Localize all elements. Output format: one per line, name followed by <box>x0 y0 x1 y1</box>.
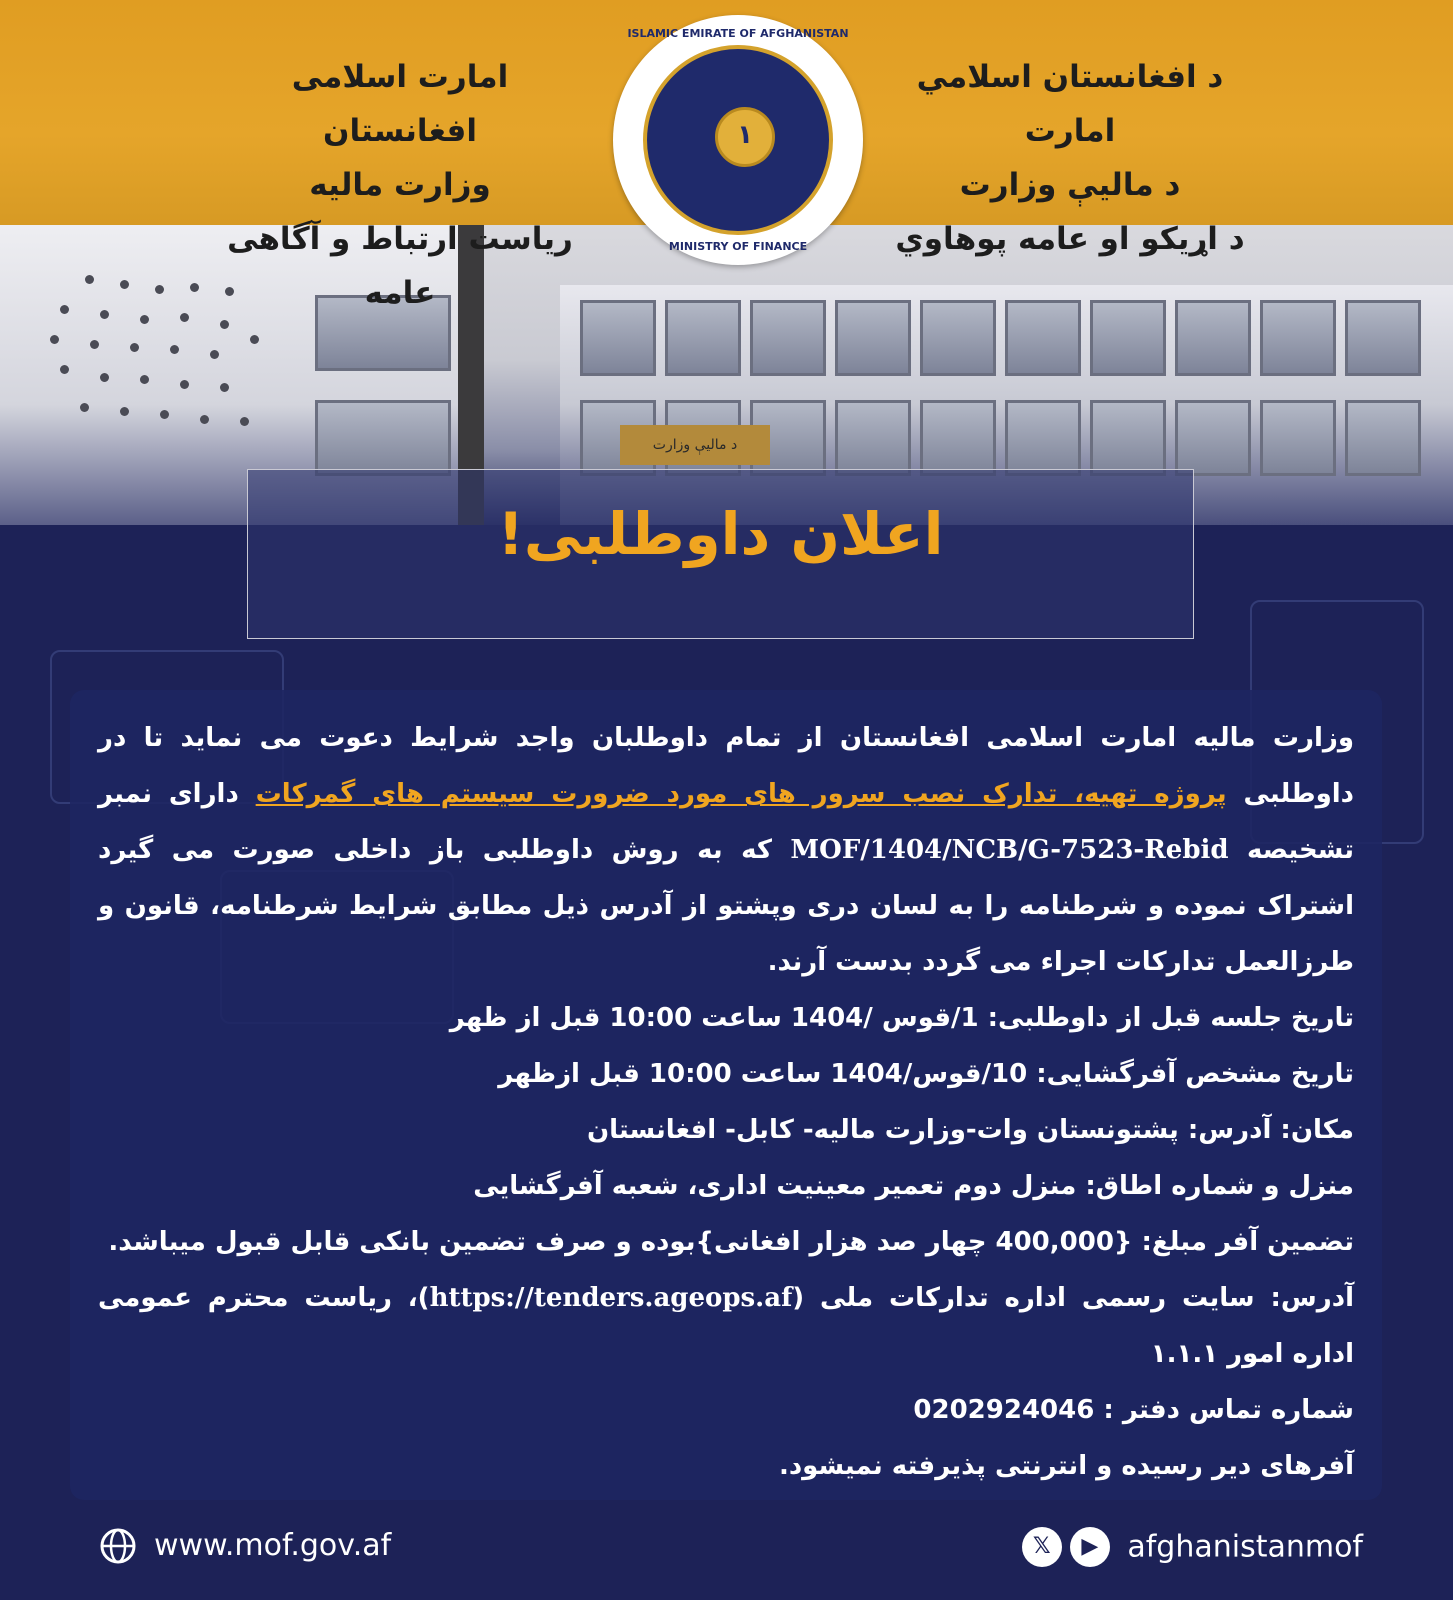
intro-text-c: که به روش داوطلبی باز داخلی صورت می گیرد اشتراک نموده و شرطنامه را به لسان دری وپشتو از آدرس ذیل مطابق شرایط شرطنامه، قانون و طرزالعمل تدارکات اجراء می گردد بدست آرند. <box>98 835 1354 977</box>
coin-stack-logo-icon <box>643 45 833 235</box>
address-line <box>98 1270 1354 1382</box>
header-dari-line-2: وزارت مالیه <box>309 167 491 203</box>
x-icon[interactable]: 𝕏 <box>1022 1527 1062 1567</box>
footer-website[interactable] <box>100 1527 391 1564</box>
intro-text-b: دارای نمبر تشخیصه <box>98 779 1354 865</box>
tender-site-link[interactable]: https://tenders.ageops.af <box>429 1283 793 1313</box>
header-dari-line-3: ریاست ارتباط و آگاهی عامه <box>227 221 573 311</box>
pre-bid-date: تاریخ جلسه قبل از داوطلبی: 1/قوس /1404 ساعت 10:00 قبل از ظهر <box>449 1003 1354 1033</box>
announcement-text <box>98 710 1354 1494</box>
intro-paragraph <box>98 710 1354 990</box>
header-dari-line-1: امارت اسلامی افغانستان <box>291 59 509 149</box>
ministry-logo <box>613 15 863 265</box>
header-pashto-line-2: د ماليې وزارت <box>959 167 1181 203</box>
floor-room: منزل و شماره اطاق: منزل دوم تعمیر معینیت اداری، شعبه آفرگشایی <box>473 1171 1354 1201</box>
website-url[interactable]: www.mof.gov.af <box>154 1528 392 1563</box>
project-name: پروژه تهیه، تدارک نصب سرور های مورد ضرورت سیستم های گمرکات <box>255 779 1227 809</box>
coin-icon: ١ <box>715 107 775 167</box>
header-pashto-line-1: د افغانستان اسلامي امارت <box>916 59 1224 149</box>
building-sign: د ماليې وزارت <box>620 425 770 465</box>
tender-code: MOF/1404/NCB/G-7523-Rebid <box>790 835 1229 865</box>
youtube-icon[interactable]: ▶ <box>1070 1527 1110 1567</box>
title-box <box>247 469 1194 639</box>
page-title: اعلان داوطلبی! <box>497 500 944 568</box>
logo-bottom-text: MINISTRY OF FINANCE <box>668 240 808 253</box>
late-bids-note: آفرهای دیر رسیده و انترنتی پذیرفته نمیشود. <box>778 1451 1354 1481</box>
header-pashto-block <box>880 50 1260 266</box>
header-dari-block <box>210 50 590 320</box>
opening-date: تاریخ مشخص آفرگشایی: 10/قوس/1404 ساعت 10:00 قبل ازظهر <box>498 1059 1354 1089</box>
content-panel <box>70 690 1382 1500</box>
bid-guarantee: تضمین آفر مبلغ: {400,000 چهار صد هزار افغانی}بوده و صرف تضمین بانکی قابل قبول میباشد. <box>108 1227 1354 1257</box>
intro-text-a: وزارت مالیه امارت اسلامی افغانستان از تمام داوطلبان واجد شرایط دعوت می نماید تا در داوطلبی <box>98 723 1354 809</box>
location: مکان: آدرس: پشتونستان وات-وزارت مالیه- کابل- افغانستان <box>586 1115 1354 1145</box>
address-text-a: آدرس: سایت رسمی اداره تدارکات ملی ( <box>792 1283 1354 1313</box>
logo-top-text: ISLAMIC EMIRATE OF AFGHANISTAN <box>627 27 849 40</box>
header-pashto-line-3: د اړيکو او عامه پوهاوي <box>895 221 1245 257</box>
globe-icon <box>100 1528 136 1564</box>
footer-social[interactable] <box>1022 1527 1363 1567</box>
address-text-b: )، ریاست محترم عمومی اداره امور ۱.۱.۱ <box>98 1283 1354 1369</box>
contact-phone: شماره تماس دفتر : 0202924046 <box>913 1395 1354 1425</box>
social-handle[interactable]: afghanistanmof <box>1127 1529 1363 1565</box>
